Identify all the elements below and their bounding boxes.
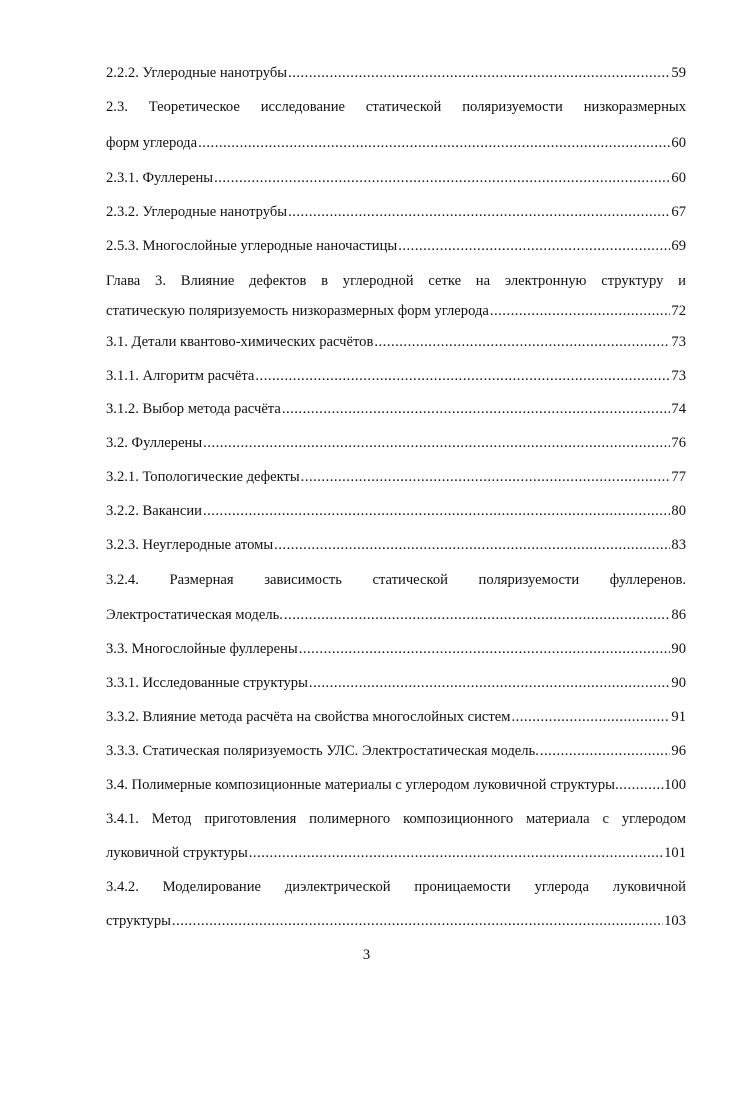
toc-entry-page: 73 [671,368,686,384]
toc-entry-3-2-4-line1 [106,565,686,595]
toc-entry-title: 3.1.1. Алгоритм расчёта [106,368,255,384]
toc-entry-title: 3.2.4. Размерная зависимость статической поляризуемости фуллеренов. [106,572,686,588]
toc-entry-title: 3.3.2. Влияние метода расчёта на свойства многослойных систем [106,709,511,725]
toc-entry-page: 59 [671,65,686,81]
toc-entry-3-3-1 [106,668,686,698]
toc-leader-dots [249,838,663,868]
toc-entry-title: 2.5.3. Многослойные углеродные наночастицы [106,238,398,254]
toc-leader-dots [540,736,671,766]
toc-leader-dots [203,496,670,526]
toc-entry-page: 74 [671,401,686,417]
toc-entry-page: 72 [671,303,686,319]
toc-entry-title: 2.3. Теоретическое исследование статической поляризуемости низкоразмерных [106,99,686,115]
toc-entry-3-4-2-line1 [106,872,686,902]
toc-entry-3-2-4-line2 [106,600,686,630]
toc-entry-page: 83 [671,537,686,553]
toc-entry-3-4-1-line1 [106,804,686,834]
toc-entry-title: Глава 3. Влияние дефектов в углеродной сетке на электронную структуру и [106,273,686,289]
toc-entry-3-3 [106,634,686,664]
toc-entry-page: 90 [671,641,686,657]
toc-leader-dots [282,394,671,424]
toc-entry-title: 3.1.2. Выбор метода расчёта [106,401,281,417]
toc-entry-page: 86 [671,607,686,623]
toc-entry-2-3-line2 [106,128,686,158]
toc-leader-dots [511,702,670,732]
toc-entry-title: 3.4.2. Моделирование диэлектрической проницаемости углерода луковичной [106,879,686,895]
toc-entry-chapter-3-line2 [106,296,686,326]
toc-entry-title: статическую поляризуемость низкоразмерных форм углерода [106,303,489,319]
toc-entry-2-5-3 [106,231,686,261]
toc-entry-page: 91 [671,709,686,725]
toc-entry-page: 96 [671,743,686,759]
toc-entry-3-2-2 [106,496,686,526]
toc-entry-title: 2.3.1. Фуллерены [106,170,214,186]
toc-leader-dots [615,770,664,800]
toc-entry-title: луковичной структуры [106,845,248,861]
toc-entry-title: 2.3.2. Углеродные нанотрубы [106,204,288,220]
toc-entry-2-3-1 [106,163,686,193]
toc-leader-dots [490,296,671,326]
toc-leader-dots [301,462,671,492]
toc-entry-page: 80 [671,503,686,519]
toc-entry-3-1-1 [106,361,686,391]
toc-entry-3-4-2-line2 [106,906,686,936]
toc-leader-dots [288,197,670,227]
toc-entry-title: 3.4. Полимерные композиционные материалы с углеродом луковичной структуры [106,777,615,793]
toc-leader-dots [374,327,670,357]
toc-leader-dots [398,231,670,261]
toc-leader-dots [288,58,670,88]
toc-entry-page: 76 [671,435,686,451]
toc-entry-title: Электростатическая модель. [106,607,283,623]
toc-entry-page: 103 [664,913,686,929]
toc-entry-title: 3.3.3. Статическая поляризуемость УЛС. Электростатическая модель. [106,743,539,759]
toc-entry-title: структуры [106,913,171,929]
toc-entry-title: 2.2.2. Углеродные нанотрубы [106,65,288,81]
toc-entry-title: 3.3.1. Исследованные структуры [106,675,308,691]
toc-entry-3-3-3 [106,736,686,766]
toc-entry-title: 3.2.3. Неуглеродные атомы [106,537,274,553]
toc-entry-title: 3.1. Детали квантово-химических расчётов [106,334,374,350]
toc-entry-page: 60 [671,135,686,151]
toc-entry-3-4 [106,770,686,800]
toc-entry-chapter-3-line1 [106,266,686,296]
toc-entry-3-2 [106,428,686,458]
toc-leader-dots [172,906,663,936]
toc-leader-dots [255,361,670,391]
toc-entry-2-3-line1 [106,92,686,122]
toc-entry-title: 3.3. Многослойные фуллерены [106,641,298,657]
toc-entry-page: 77 [671,469,686,485]
toc-entry-3-3-2 [106,702,686,732]
toc-entry-title: 3.4.1. Метод приготовления полимерного композиционного материала с углеродом [106,811,686,827]
toc-leader-dots [214,163,670,193]
toc-entry-2-3-2 [106,197,686,227]
toc-entry-title: 3.2.1. Топологические дефекты [106,469,300,485]
toc-entry-page: 67 [671,204,686,220]
toc-leader-dots [274,530,670,560]
toc-leader-dots [203,428,670,458]
page-number: 3 [362,947,371,963]
toc-entry-2-2-2 [106,58,686,88]
toc-entry-page: 73 [671,334,686,350]
toc-entry-3-2-1 [106,462,686,492]
toc-entry-title: 3.2. Фуллерены [106,435,203,451]
toc-entry-3-1 [106,327,686,357]
toc-entry-page: 69 [671,238,686,254]
toc-leader-dots [284,600,671,630]
toc-leader-dots [299,634,671,664]
toc-leader-dots [198,128,670,158]
toc-entry-3-2-3 [106,530,686,560]
toc-entry-page: 100 [664,777,686,793]
toc-entry-3-1-2 [106,394,686,424]
toc-entry-3-4-1-line2 [106,838,686,868]
toc-leader-dots [309,668,670,698]
toc-entry-title: форм углерода [106,135,198,151]
toc-entry-page: 101 [664,845,686,861]
toc-entry-page: 60 [671,170,686,186]
toc-entry-page: 90 [671,675,686,691]
toc-entry-title: 3.2.2. Вакансии [106,503,202,519]
